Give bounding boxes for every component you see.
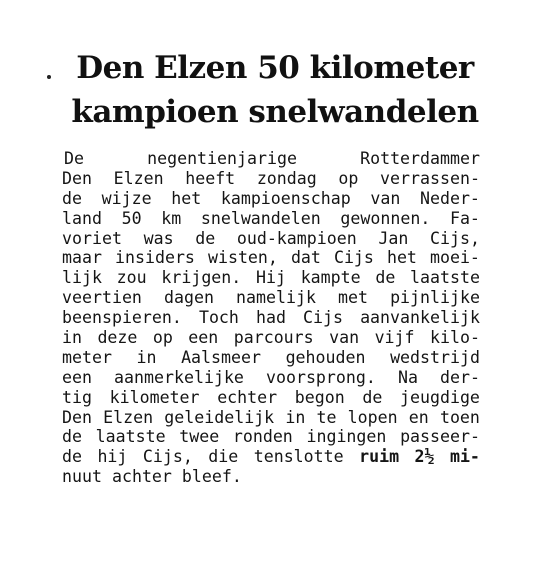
article-word: De (64, 149, 84, 168)
article-word: tenslotte (253, 447, 344, 467)
article-word: Den (62, 407, 92, 427)
article-line (62, 427, 480, 447)
article-word: aanmerkelijke (114, 367, 244, 387)
article-word: insiders (115, 248, 195, 268)
article-word: aanvankelijk (360, 308, 480, 328)
article-word: jeugdige (400, 387, 480, 407)
article-word: Toch (198, 308, 239, 328)
article-line (62, 348, 480, 368)
article-word: in (62, 328, 82, 348)
article-word: mi- (449, 447, 480, 467)
article-line (62, 189, 480, 209)
article-word: voorsprong. (265, 367, 376, 387)
article-line (62, 169, 480, 189)
article-line (62, 447, 480, 467)
article-line (62, 328, 480, 348)
article-word: maar (62, 248, 102, 268)
article-word: laatste (95, 427, 166, 447)
article-word: beenspieren. (62, 308, 182, 328)
article-line (62, 229, 480, 249)
article-word: de (62, 427, 82, 447)
article-word: de (195, 228, 216, 248)
article-line (62, 209, 480, 229)
article-word: deze (97, 328, 138, 348)
article-word: had (255, 308, 286, 328)
article-word: tig (62, 387, 92, 407)
article-word: Na (397, 367, 418, 387)
article-word: te (316, 407, 337, 427)
article-word: van (329, 328, 360, 348)
article-word: Den (62, 168, 92, 188)
article-line (62, 368, 480, 388)
article-word: die (208, 447, 239, 467)
article-word: namelijk (236, 288, 316, 308)
article-word: echter (217, 387, 278, 407)
article-word: Cijs, (142, 447, 193, 467)
article-word: met (338, 288, 368, 308)
article-word: een (188, 328, 219, 348)
article-word: op (152, 328, 173, 348)
article-word: wijze (101, 188, 152, 208)
article-word: de (375, 268, 396, 288)
article-word: wisten, (207, 248, 278, 268)
headline-line-2: kampioen snelwandelen (71, 94, 479, 130)
article-word: der- (440, 367, 480, 387)
article-word: verrassen- (380, 168, 480, 188)
article-word: kampioenschap (220, 188, 351, 208)
article-word: geleidelijk (164, 407, 275, 427)
article-word: begon (294, 387, 345, 407)
article-word: 2½ (414, 447, 435, 467)
article-word: Rotterdammer (360, 149, 480, 168)
article-word: zou (116, 268, 147, 288)
article-word: meter (62, 347, 112, 367)
article-word: de (362, 387, 383, 407)
article-word: Hij (256, 268, 286, 288)
article-line (62, 388, 480, 408)
article-line (62, 288, 480, 308)
article-word: lijk (62, 268, 102, 288)
article-line (62, 408, 480, 428)
article-word: voriet (62, 228, 122, 248)
article-line (62, 467, 480, 487)
headline-line-1: Den Elzen 50 kilometer (76, 50, 474, 86)
article-word: Cijs (303, 308, 343, 328)
article-line (62, 248, 480, 268)
article-word: negentienjarige (147, 149, 297, 168)
article-word: ingingen (306, 427, 387, 447)
article-word: nuut (62, 467, 102, 487)
article-word: 50 (121, 208, 142, 228)
article-word: laatste (410, 268, 480, 288)
article-line (62, 268, 480, 288)
article-word: bleef. (181, 467, 242, 487)
article-word: op (338, 168, 359, 188)
article-word: Elzen (103, 407, 154, 427)
article-body (62, 149, 480, 487)
article-word: km (161, 208, 182, 228)
article-word: Aalsmeer (181, 347, 261, 367)
article-word: oud-kampioen (236, 228, 357, 248)
article-word: een (62, 367, 92, 387)
article-word: Jan (378, 228, 409, 248)
article-word: dat (290, 248, 321, 268)
article-word: het (386, 248, 417, 268)
article-line (62, 149, 480, 169)
article-word: lopen (347, 407, 398, 427)
article-word: kilo- (429, 328, 480, 348)
article-word: Fa- (449, 208, 480, 228)
article-word: gehouden (285, 347, 366, 367)
article-word: de (62, 188, 82, 208)
article-word: veertien (62, 288, 142, 308)
article-word: krijgen. (161, 268, 242, 288)
article-word: Cijs (333, 248, 374, 268)
article-word: wedstrijd (390, 347, 480, 367)
article-word: kampte (300, 268, 361, 288)
article-word: in (136, 347, 157, 367)
article-word: het (171, 188, 202, 208)
article-word: vijf (374, 328, 415, 348)
article-word: parcours (233, 328, 314, 348)
article-word: van (370, 188, 401, 208)
article-word: pijnlijke (390, 288, 480, 308)
article-word: kilometer (109, 387, 200, 407)
article-word: snelwandelen (200, 208, 321, 228)
article-word: land (62, 208, 102, 228)
article-word: Elzen (113, 168, 164, 188)
article-word: gewonnen. (340, 208, 431, 228)
article-line (62, 308, 480, 328)
article-word: en (408, 407, 429, 427)
article-word: de (62, 447, 82, 467)
article-word: toen (439, 407, 480, 427)
article-word: Neder- (419, 188, 480, 208)
article-word: Cijs, (430, 228, 480, 248)
article-word: passeer- (400, 427, 480, 447)
article-word: zondag (256, 168, 317, 188)
article-word: heeft (185, 168, 236, 188)
article-word: ronden (232, 427, 293, 447)
article-word: moei- (429, 248, 480, 268)
article-word: achter (111, 467, 172, 487)
article-word: hij (97, 447, 128, 467)
article-word: dagen (164, 288, 214, 308)
article-word: ruim (359, 447, 400, 467)
article-word: in (285, 407, 306, 427)
article-word: was (143, 228, 174, 248)
article-word: twee (179, 427, 220, 447)
